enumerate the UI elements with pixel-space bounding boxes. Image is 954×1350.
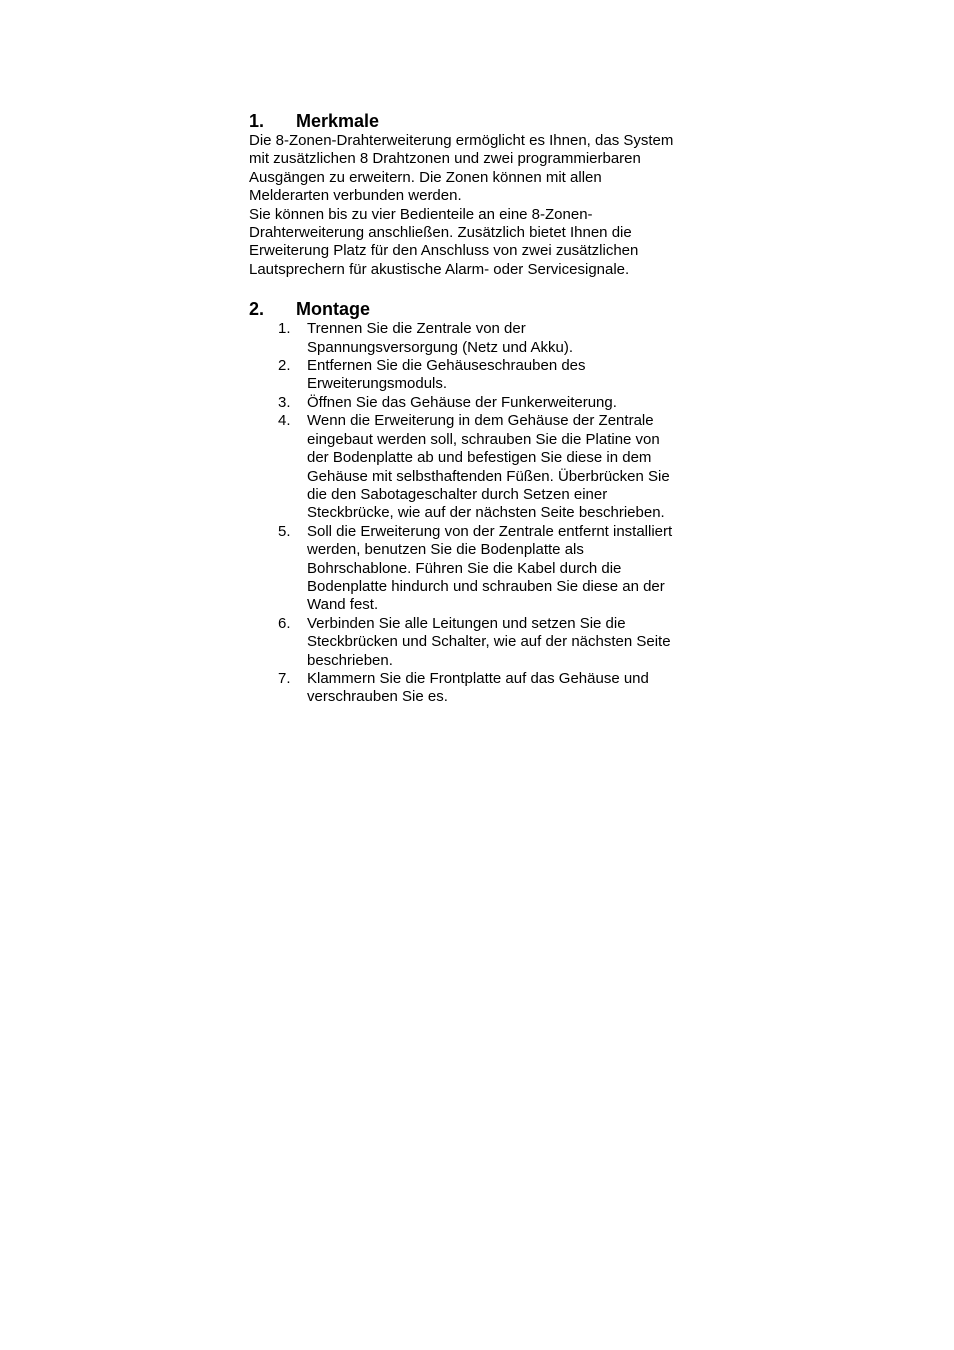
step-number: 6. xyxy=(278,614,291,632)
step-text: Soll die Erweiterung von der Zentrale entfernt installiert werden, benutzen Sie die Bodenplatte als Bohrschablone. Führen Sie die Kabel durch die Bodenplatte hindurch und schrauben Sie diese an der Wand fest. xyxy=(307,522,673,614)
step-text: Wenn die Erweiterung in dem Gehäuse der Zentrale eingebaut werden soll, schrauben Sie die Platine von der Bodenplatte ab und befestigen Sie diese in dem Gehäuse mit selbsthaftenden Füßen. Überbrücken Sie die den Sabotageschalter durch Setzen einer Steckbrücke, wie auf der nächsten Seite beschrieben. xyxy=(307,412,670,522)
merkmale-paragraph-2: Sie können bis zu vier Bedienteile an eine 8-Zonen- Drahterweiterung anschließen. Zusätzlich bietet Ihnen die Erweiterung Platz für den Anschluss von zwei zusätzlichen Lautsprechern für akustische Alarm- oder Servicesignale. xyxy=(249,205,639,278)
step-text: Entfernen Sie die Gehäuseschrauben des Erweiterungsmoduls. xyxy=(307,357,586,393)
merkmale-paragraph-1: Die 8-Zonen-Drahterweiterung ermöglicht es Ihnen, das System mit zusätzlichen 8 Drahtzonen und zwei programmierbaren Ausgängen zu erweitern. Die Zonen können mit allen Melderarten verbunden werden. xyxy=(249,132,674,205)
page-content xyxy=(249,110,719,707)
step-number: 7. xyxy=(278,669,291,687)
section-title: Merkmale xyxy=(296,111,380,131)
section-heading-merkmale xyxy=(249,110,719,132)
list-item xyxy=(249,320,719,357)
step-text: Öffnen Sie das Gehäuse der Funkerweiterung. xyxy=(307,393,617,411)
list-item xyxy=(249,394,719,412)
list-item xyxy=(249,523,719,615)
step-text: Verbinden Sie alle Leitungen und setzen Sie die Steckbrücken und Schalter, wie auf der nächsten Seite beschrieben. xyxy=(307,614,671,669)
step-number: 5. xyxy=(278,522,291,540)
section-heading-montage xyxy=(249,298,719,320)
step-number: 3. xyxy=(278,393,291,411)
step-number: 1. xyxy=(278,320,291,338)
section-title: Montage xyxy=(296,299,370,320)
section-number: 1. xyxy=(249,111,265,131)
list-item xyxy=(249,357,719,394)
section-number: 2. xyxy=(249,299,265,320)
list-item xyxy=(249,615,719,670)
step-number: 4. xyxy=(278,412,291,430)
step-text: Klammern Sie die Frontplatte auf das Gehäuse und verschrauben Sie es. xyxy=(307,669,649,706)
list-item xyxy=(249,412,719,522)
montage-steps-list xyxy=(249,320,719,707)
step-number: 2. xyxy=(278,357,291,375)
step-text: Trennen Sie die Zentrale von der Spannungsversorgung (Netz und Akku). xyxy=(307,320,573,356)
list-item xyxy=(249,670,719,707)
